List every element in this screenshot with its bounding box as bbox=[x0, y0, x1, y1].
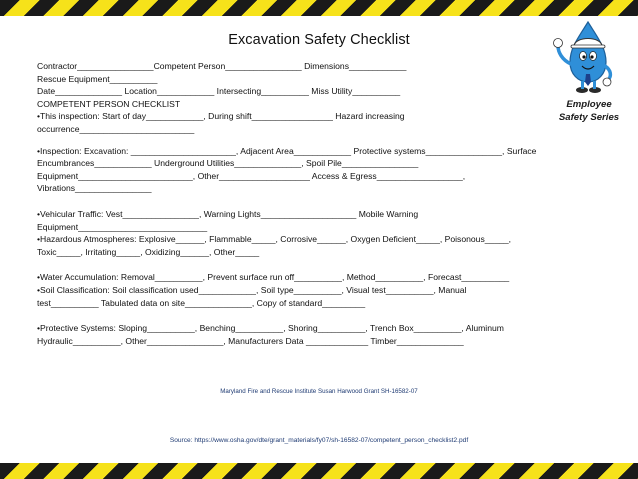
water-drop-mascot-icon bbox=[548, 16, 628, 96]
manual-test-line: test__________ Tabulated data on site______________, Copy of standard_________ bbox=[37, 297, 366, 308]
equipment-line: Equipment________________________, Other___________________ Access & Egress__________________, bbox=[37, 170, 466, 181]
this-inspection-line: •This inspection: Start of day____________, During shift_________________ Hazard increasing bbox=[37, 111, 405, 122]
mobile-warning-equipment-line: Equipment___________________________ bbox=[37, 221, 208, 232]
rescue-equipment-line: Rescue Equipment__________ bbox=[37, 73, 158, 84]
contractor-line: Contractor________________Competent Person________________ Dimensions____________ bbox=[37, 61, 407, 71]
page-title: Excavation Safety Checklist bbox=[228, 32, 410, 48]
source-link[interactable]: Source: https://www.osha.gov/dte/grant_materials/fy07/sh-16582-07/competent_person_checklist2.pdf bbox=[169, 437, 469, 444]
water-accumulation-line: •Water Accumulation: Removal__________, Prevent surface run off__________, Method__________, Forecast__________ bbox=[37, 272, 510, 283]
protective-systems-line: •Protective Systems: Sloping__________, Benching__________, Shoring__________, Trench Box__________, Aluminum bbox=[37, 323, 504, 334]
hazardous-atmospheres-line: •Hazardous Atmospheres: Explosive______, Flammable_____, Corrosive______, Oxygen Deficient_____, Poisonous_____, bbox=[37, 234, 512, 245]
grant-credit: Maryland Fire and Rescue Institute Susan Harwood Grant SH-16582-07 bbox=[220, 388, 418, 395]
vehicular-traffic-line: •Vehicular Traffic: Vest________________, Warning Lights____________________ Mobile Warning bbox=[37, 208, 419, 219]
inspection-excavation-line: •Inspection: Excavation: ______________________, Adjacent Area____________ Protective systems________________, Surface bbox=[37, 145, 537, 156]
checklist-heading: COMPETENT PERSON CHECKLIST bbox=[37, 98, 181, 109]
bottom-hazard-stripe bbox=[0, 463, 638, 479]
toxic-line: Toxic_____, Irritating_____, Oxidizing______, Other_____ bbox=[37, 246, 260, 257]
top-hazard-stripe bbox=[0, 0, 638, 16]
hydraulic-line: Hydraulic__________, Other________________, Manufacturers Data _____________ Timber______________ bbox=[37, 335, 464, 346]
encumbrances-line: Encumbrances____________ Underground Utilities______________, Spoil Pile________________ bbox=[37, 158, 419, 169]
soil-classification-line: •Soil Classification: Soil classification used____________, Soil type__________, Visual test__________, Manual bbox=[37, 284, 467, 295]
occurrence-line: occurrence________________________ bbox=[37, 123, 195, 134]
checklist-body bbox=[37, 60, 597, 347]
vibrations-line: Vibrations________________ bbox=[37, 183, 152, 194]
series-line-1: Employee bbox=[566, 99, 612, 110]
series-line-2: Safety Series bbox=[558, 112, 620, 123]
employee-safety-series-label bbox=[549, 98, 629, 124]
date-location-line: Date______________ Location____________ Intersecting__________ Miss Utility__________ bbox=[37, 86, 401, 97]
